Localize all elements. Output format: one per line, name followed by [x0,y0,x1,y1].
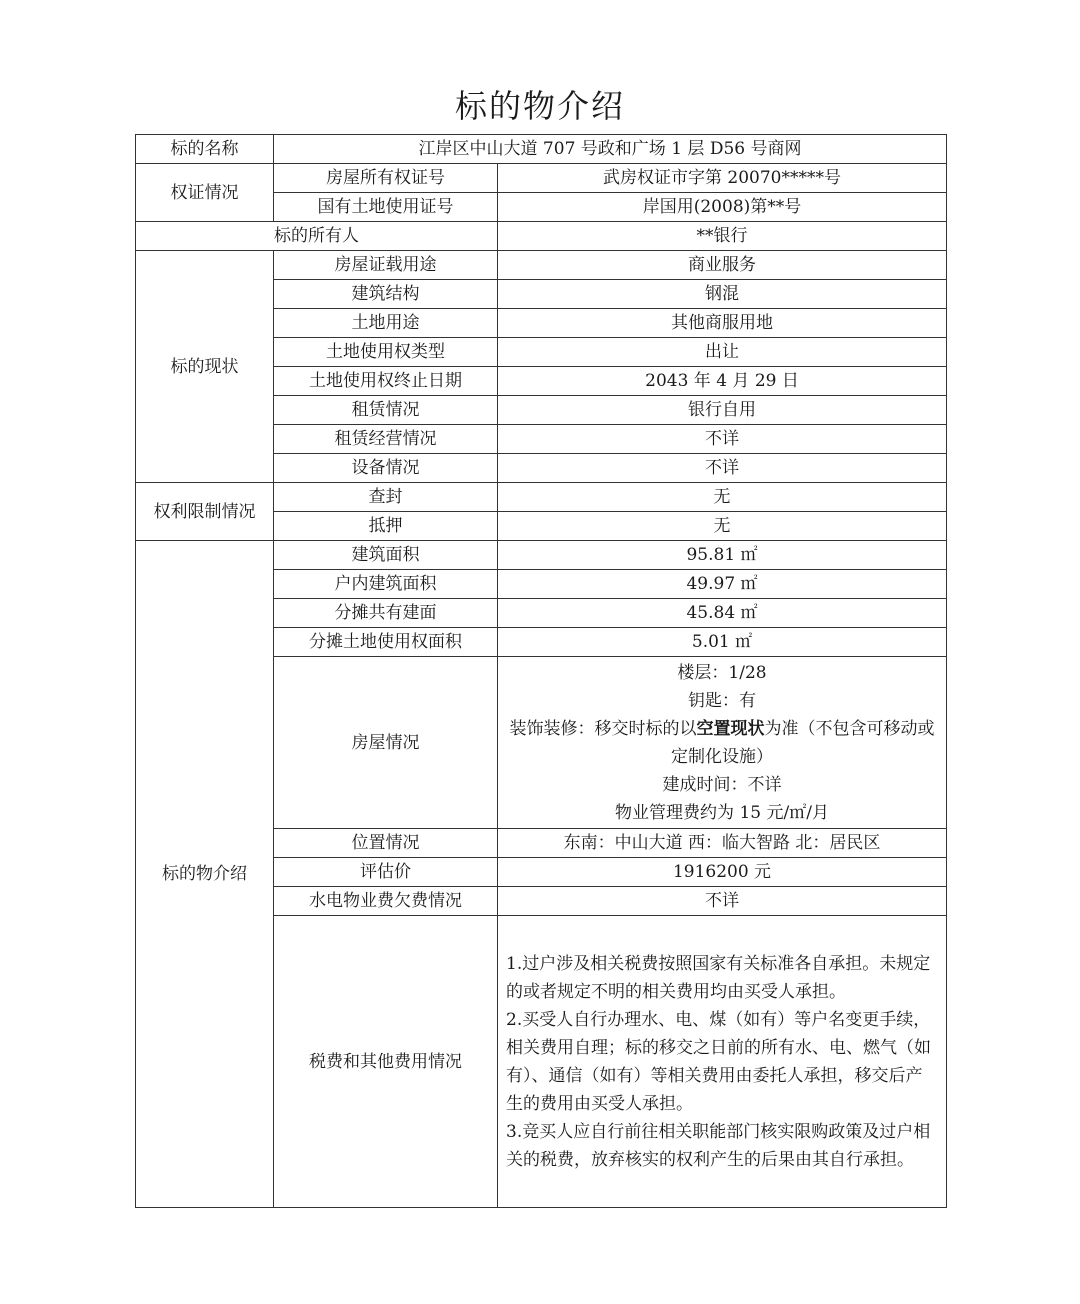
row-label: 房屋证载用途 [274,251,498,280]
house-floor: 楼层：1/28 [677,662,767,683]
row-value: 岸国用(2008)第**号 [498,193,947,222]
row-value: 不详 [498,454,947,483]
row-value: 商业服务 [498,251,947,280]
intro-label: 标的物介绍 [136,541,274,1208]
row-label: 建筑面积 [274,541,498,570]
row-value: 钢混 [498,280,947,309]
table-row [136,541,947,570]
row-label: 租赁经营情况 [274,425,498,454]
subject-name-value: 江岸区中山大道 707 号政和广场 1 层 D56 号商网 [274,135,947,164]
row-value: 5.01 ㎡ [498,628,947,657]
decoration-prefix: 装饰装修：移交时标的以 [509,718,697,739]
table-row [136,164,947,193]
row-value: 49.97 ㎡ [498,570,947,599]
valuation-value: 1916200 元 [498,858,947,887]
row-label: 房屋所有权证号 [274,164,498,193]
arrears-value: 不详 [498,887,947,916]
decoration-suffix: 为准（不包含可移动或定制化设施） [671,718,935,767]
row-label: 户内建筑面积 [274,570,498,599]
row-value: 武房权证市字第 20070*****号 [498,164,947,193]
row-value: 2043 年 4 月 29 日 [498,367,947,396]
house-key: 钥匙：有 [688,690,756,711]
valuation-label: 评估价 [274,858,498,887]
house-property-fee: 物业管理费约为 15 元/㎡/月 [615,802,829,823]
row-value: 无 [498,483,947,512]
arrears-label: 水电物业费欠费情况 [274,887,498,916]
tax-item: 2.买受人自行办理水、电、煤（如有）等户名变更手续，相关费用自理；标的移交之日前的所有水、电、燃气（如有）、通信（如有）等相关费用由委托人承担，移交后产生的费用由买受人承担。 [506,1009,931,1114]
tax-label: 税费和其他费用情况 [274,916,498,1208]
row-label: 土地使用权终止日期 [274,367,498,396]
table-row [136,222,947,251]
page-title: 标的物介绍 [454,87,625,125]
row-value: 出让 [498,338,947,367]
certificate-label: 权证情况 [136,164,274,222]
owner-label: 标的所有人 [136,222,498,251]
row-value: 无 [498,512,947,541]
row-label: 查封 [274,483,498,512]
house-details [498,657,947,829]
row-value: 其他商服用地 [498,309,947,338]
restrictions-label: 权利限制情况 [136,483,274,541]
status-label: 标的现状 [136,251,274,483]
row-label: 分摊土地使用权面积 [274,628,498,657]
row-label: 抵押 [274,512,498,541]
tax-details [498,916,947,1208]
row-label: 土地使用权类型 [274,338,498,367]
location-value: 东南：中山大道 西：临大智路 北：居民区 [498,829,947,858]
row-label: 国有土地使用证号 [274,193,498,222]
row-label: 土地用途 [274,309,498,338]
row-label: 设备情况 [274,454,498,483]
house-decoration [504,715,940,771]
owner-value: **银行 [498,222,947,251]
tax-item: 3.竞买人应自行前往相关职能部门核实限购政策及过户相关的税费，放弃核实的权利产生的后果由其自行承担。 [506,1121,931,1170]
house-label: 房屋情况 [274,657,498,829]
row-label: 租赁情况 [274,396,498,425]
row-value: 45.84 ㎡ [498,599,947,628]
house-built-time: 建成时间：不详 [662,774,782,795]
tax-item: 1.过户涉及相关税费按照国家有关标准各自承担。未规定的或者规定不明的相关费用均由买受人承担。 [506,953,931,1002]
info-table [135,134,947,1208]
row-label: 分摊共有建面 [274,599,498,628]
location-label: 位置情况 [274,829,498,858]
row-value: 95.81 ㎡ [498,541,947,570]
row-label: 建筑结构 [274,280,498,309]
row-value: 不详 [498,425,947,454]
subject-name-label: 标的名称 [136,135,274,164]
table-row [136,251,947,280]
table-row [136,135,947,164]
row-value: 银行自用 [498,396,947,425]
table-row [136,483,947,512]
decoration-emphasis: 空置现状 [696,718,765,739]
